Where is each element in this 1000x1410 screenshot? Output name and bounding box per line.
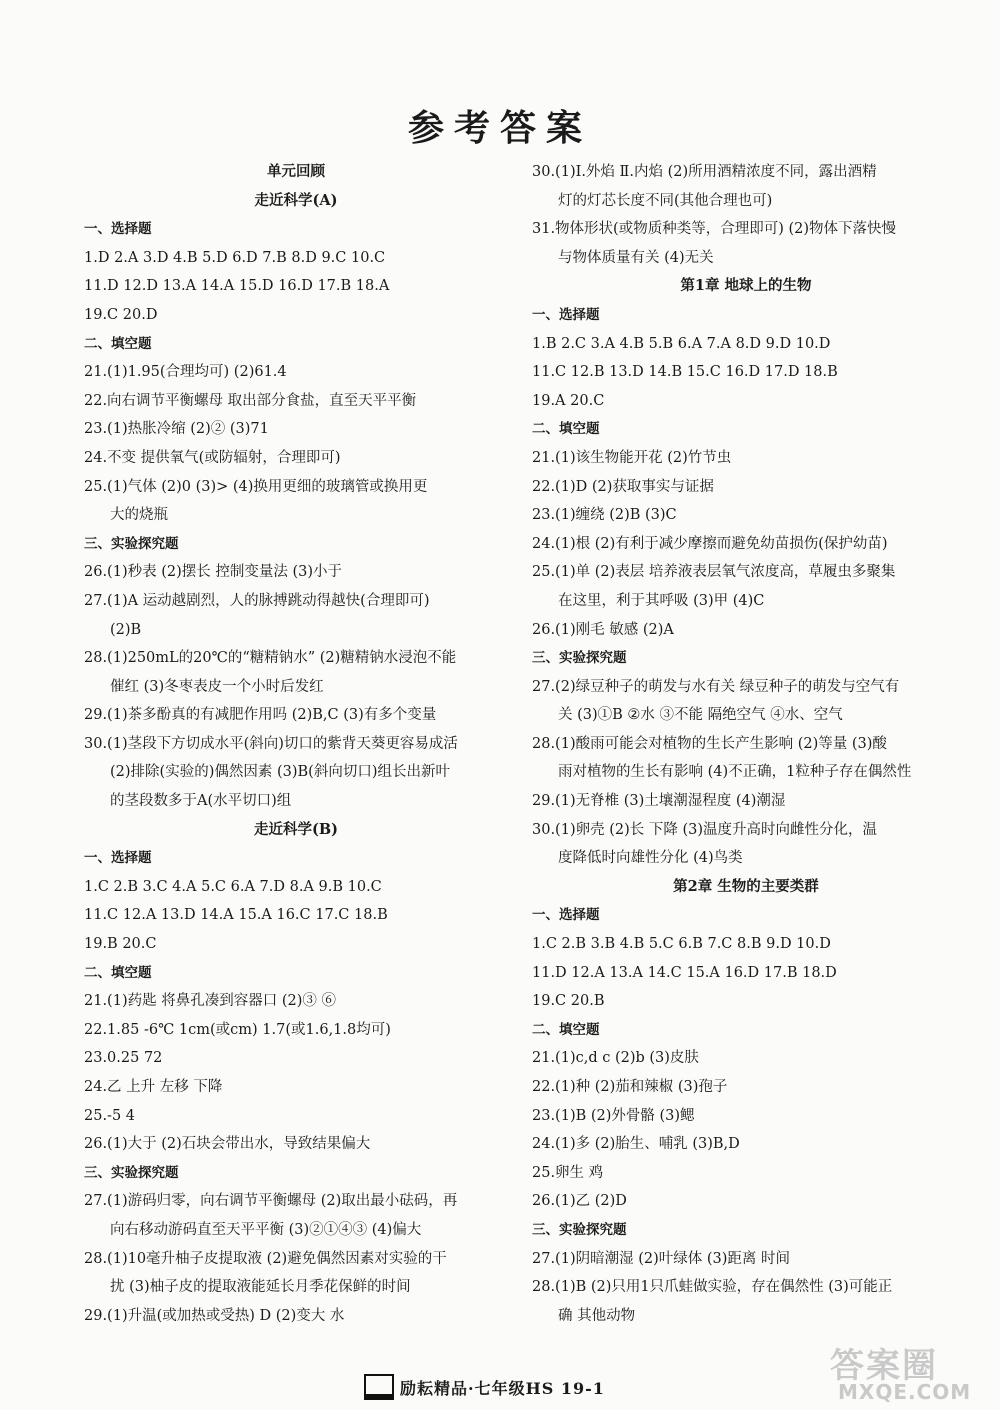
question-type-heading: 二、填空题	[84, 335, 152, 352]
section-title: 第2章 生物的主要类群	[673, 877, 819, 895]
answer-line: 19.B 20.C	[84, 936, 157, 953]
watermark-text: 答案圈	[830, 1346, 938, 1386]
section-title: 走近科学(B)	[254, 820, 338, 838]
answer-line: 21.(1)1.95(合理均可) (2)61.4	[84, 364, 287, 381]
answer-line: 11.D 12.A 13.A 14.C 15.A 16.D 17.B 18.D	[532, 964, 837, 981]
answer-line: 22.1.85 -6℃ 1cm(或cm) 1.7(或1.6,1.8均可)	[84, 1021, 391, 1038]
answer-line: 23.(1)B (2)外骨骼 (3)鳃	[532, 1107, 695, 1124]
answer-line: 27.(1)A 运动越剧烈，人的脉搏跳动得越快(合理即可)	[84, 592, 430, 609]
answer-line: 29.(1)升温(或加热或受热) D (2)变大 水	[84, 1307, 345, 1324]
answer-line: 向右移动游码直至天平平衡 (3)②①④③ (4)偏大	[110, 1221, 422, 1238]
answer-line: 28.(1)酸雨可能会对植物的生长产生影响 (2)等量 (3)酸	[532, 735, 887, 752]
answer-line: 大的烧瓶	[110, 507, 168, 524]
answer-line: 的茎段数多于A(水平切口)组	[110, 793, 292, 810]
answer-line: 22.向右调节平衡螺母 取出部分食盐，直至天平平衡	[84, 392, 417, 409]
answer-line: 23.0.25 72	[84, 1050, 163, 1067]
question-type-heading: 二、填空题	[532, 1021, 600, 1038]
answer-line: 24.不变 提供氧气(或防辐射，合理即可)	[84, 449, 341, 466]
answer-line: 26.(1)刚毛 敏感 (2)A	[532, 621, 674, 638]
answer-line: 21.(1)药匙 将鼻孔凑到容器口 (2)③ ⑥	[84, 993, 336, 1010]
answer-line: 确 其他动物	[558, 1307, 636, 1324]
answer-line: 27.(1)阴暗潮湿 (2)叶绿体 (3)距离 时间	[532, 1250, 791, 1267]
answer-line: 21.(1)c,d c (2)b (3)皮肤	[532, 1050, 699, 1067]
watermark	[820, 1338, 990, 1404]
answer-line: 23.(1)缠绕 (2)B (3)C	[532, 507, 677, 524]
answer-line: 28.(1)B (2)只用1只爪蛙做实验，存在偶然性 (3)可能正	[532, 1279, 893, 1296]
answer-line: 26.(1)乙 (2)D	[532, 1193, 627, 1210]
answer-line: 1.B 2.C 3.A 4.B 5.B 6.A 7.A 8.D 9.D 10.D	[532, 335, 831, 352]
answer-line: 灯的灯芯长度不同(其他合理也可)	[558, 192, 773, 209]
left-answer-column	[84, 158, 508, 1330]
question-type-heading: 二、填空题	[532, 421, 600, 438]
answer-line: 30.(1)茎段下方切成水平(斜向)切口的紫背天葵更容易成活	[84, 735, 458, 752]
answer-line: 30.(1)Ⅰ.外焰 Ⅱ.内焰 (2)所用酒精浓度不同，露出酒精	[532, 164, 877, 180]
answer-line: 25.(1)单 (2)表层 培养液表层氧气浓度高，草履虫多聚集	[532, 564, 896, 581]
answer-line: 1.D 2.A 3.D 4.B 5.D 6.D 7.B 8.D 9.C 10.C	[84, 249, 386, 266]
answer-line: 11.C 12.A 13.D 14.A 15.A 16.C 17.C 18.B	[84, 907, 388, 924]
answer-line: 26.(1)秒表 (2)摆长 控制变量法 (3)小于	[84, 564, 343, 581]
answer-line: (2)B	[110, 621, 142, 638]
question-type-heading: 三、实验探究题	[84, 535, 179, 552]
answer-line: 29.(1)无脊椎 (3)土壤潮湿程度 (4)潮湿	[532, 793, 786, 810]
section-title: 走近科学(A)	[254, 191, 338, 209]
answer-line: 扰 (3)柚子皮的提取液能延长月季花保鲜的时间	[110, 1279, 411, 1296]
question-type-heading: 三、实验探究题	[532, 650, 627, 667]
answer-line: 19.A 20.C	[532, 392, 605, 409]
answer-line: 1.C 2.B 3.B 4.B 5.C 6.B 7.C 8.B 9.D 10.D	[532, 936, 831, 953]
answer-line: 30.(1)卵壳 (2)长 下降 (3)温度升高时向雌性分化，温	[532, 821, 878, 838]
answer-line: 11.C 12.B 13.D 14.B 15.C 16.D 17.D 18.B	[532, 364, 838, 381]
answer-line: 在这里，利于其呼吸 (3)甲 (4)C	[558, 592, 765, 609]
answer-line: 25.卵生 鸡	[532, 1164, 604, 1181]
question-type-heading: 三、实验探究题	[532, 1221, 627, 1238]
right-answer-column	[532, 158, 960, 1330]
page-title: 参考答案	[407, 108, 592, 149]
answer-line: 25.(1)气体 (2)0 (3)> (4)换用更细的玻璃管或换用更	[84, 478, 428, 495]
answer-line: 11.D 12.D 13.A 14.A 15.D 16.D 17.B 18.A	[84, 278, 390, 295]
answer-line: 23.(1)热胀冷缩 (2)② (3)71	[84, 421, 269, 438]
answer-line: 31.物体形状(或物质种类等，合理即可) (2)物体下落快慢	[532, 221, 897, 238]
answer-line: 24.(1)多 (2)胎生、哺乳 (3)B,D	[532, 1136, 740, 1153]
answer-line: 28.(1)250mL的20℃的“糖精钠水” (2)糖精钠水浸泡不能	[84, 650, 457, 667]
answer-line: 19.C 20.B	[532, 993, 605, 1010]
page-footer	[364, 1374, 605, 1400]
question-type-heading: 一、选择题	[532, 306, 600, 323]
answer-line: 雨对植物的生长有影响 (4)不正确，1粒种子存在偶然性	[558, 764, 912, 781]
answer-line: 催红 (3)冬枣表皮一个小时后发红	[110, 678, 324, 695]
answer-line: 21.(1)该生物能开花 (2)竹节虫	[532, 449, 732, 466]
answer-line: 度降低时向雄性分化 (4)鸟类	[558, 850, 743, 867]
answer-line: 25.-5 4	[84, 1107, 136, 1124]
answer-line: 22.(1)D (2)获取事实与证据	[532, 478, 714, 495]
answer-line: 关 (3)①B ②水 ③不能 隔绝空气 ④水、空气	[558, 707, 843, 724]
answer-line: 24.(1)根 (2)有利于减少摩擦而避免幼苗损伤(保护幼苗)	[532, 535, 888, 552]
answer-line: 1.C 2.B 3.C 4.A 5.C 6.A 7.D 8.A 9.B 10.C	[84, 878, 382, 895]
question-type-heading: 二、填空题	[84, 964, 152, 981]
footer-text: 励耘精品·七年级HS 19-1	[400, 1378, 605, 1398]
footer-logo-icon	[364, 1374, 394, 1400]
question-type-heading: 一、选择题	[532, 907, 600, 924]
section-title: 单元回顾	[267, 163, 325, 180]
answer-line: 27.(1)游码归零，向右调节平衡螺母 (2)取出最小砝码，再	[84, 1193, 458, 1210]
question-type-heading: 三、实验探究题	[84, 1164, 179, 1181]
answer-line: 19.C 20.D	[84, 306, 158, 323]
watermark-url: MXQE.COM	[838, 1380, 972, 1404]
answer-line: 与物体质量有关 (4)无关	[558, 249, 714, 266]
answer-line: (2)排除(实验的)偶然因素 (3)B(斜向切口)组长出新叶	[110, 764, 450, 781]
question-type-heading: 一、选择题	[84, 221, 152, 238]
answer-line: 26.(1)大于 (2)石块会带出水，导致结果偏大	[84, 1136, 371, 1153]
answer-line: 22.(1)种 (2)茄和辣椒 (3)孢子	[532, 1079, 728, 1095]
answer-line: 28.(1)10毫升柚子皮提取液 (2)避免偶然因素对实验的干	[84, 1250, 447, 1267]
answer-line: 29.(1)茶多酚真的有减肥作用吗 (2)B,C (3)有多个变量	[84, 707, 437, 724]
section-title: 第1章 地球上的生物	[680, 277, 812, 295]
answer-line: 27.(2)绿豆种子的萌发与水有关 绿豆种子的萌发与空气有	[532, 678, 900, 695]
question-type-heading: 一、选择题	[84, 850, 152, 867]
answer-line: 24.乙 上升 左移 下降	[84, 1079, 223, 1095]
